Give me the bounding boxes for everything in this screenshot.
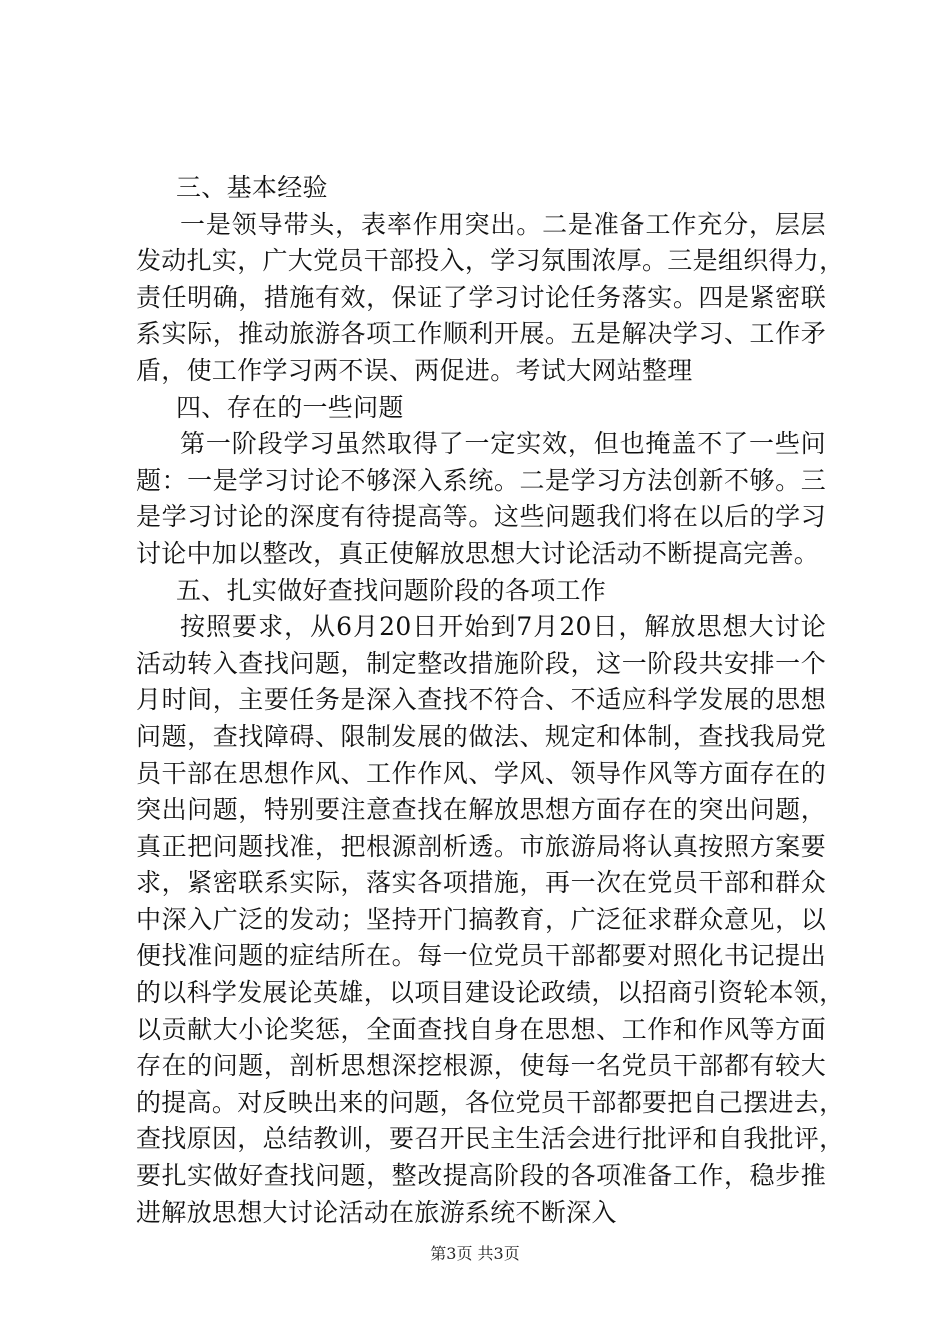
document-body [136, 170, 845, 1231]
paragraph-line: 责任明确，措施有效，保证了学习讨论任务落实。四是紧密联 [136, 282, 826, 312]
paragraph-line: 盾，使工作学习两不误、两促进。考试大网站整理 [136, 355, 693, 385]
page-number-footer: 第3页 共3页 [430, 1244, 520, 1263]
section-heading-basic-experience: 三、基本经验 [176, 173, 328, 202]
paragraph-line: 题：一是学习讨论不够深入系统。二是学习方法创新不够。三 [136, 465, 826, 495]
section-heading-find-problems: 五、扎实做好查找问题阶段的各项工作 [176, 575, 607, 605]
paragraph-line: 是学习讨论的深度有待提高等。这些问题我们将在以后的学习 [136, 502, 826, 532]
paragraph-line: 便找准问题的症结所在。每一位党员干部都要对照化书记提出 [136, 941, 826, 971]
section-heading-existing-problems: 四、存在的一些问题 [176, 392, 404, 422]
paragraph-line: 进解放思想大讨论活动在旅游系统不断深入 [136, 1197, 617, 1227]
paragraph-line: 以贡献大小论奖惩，全面查找自身在思想、工作和作风等方面 [136, 1014, 826, 1044]
paragraph-line: 讨论中加以整改，真正使解放思想大讨论活动不断提高完善。 [136, 538, 820, 568]
paragraph-line: 一是领导带头，表率作用突出。二是准备工作充分，层层 [180, 209, 826, 239]
paragraph-line: 的提高。对反映出来的问题，各位党员干部都要把自己摆进去， [136, 1087, 845, 1117]
paragraph-line: 要扎实做好查找问题，整改提高阶段的各项准备工作，稳步推 [136, 1161, 826, 1191]
paragraph-line: 问题，查找障碍、限制发展的做法、规定和体制，查找我局党 [136, 721, 826, 751]
paragraph-line: 真正把问题找准，把根源剖析透。市旅游局将认真按照方案要 [136, 831, 826, 861]
paragraph-line: 活动转入查找问题，制定整改措施阶段，这一阶段共安排一个 [136, 648, 826, 678]
paragraph-line: 中深入广泛的发动；坚持开门搞教育，广泛征求群众意见，以 [136, 904, 826, 934]
paragraph-line: 存在的问题，剖析思想深挖根源，使每一名党员干部都有较大 [136, 1051, 826, 1081]
paragraph-line: 查找原因，总结教训，要召开民主生活会进行批评和自我批评， [136, 1124, 845, 1154]
paragraph-line: 的以科学发展论英雄，以项目建设论政绩，以招商引资轮本领， [136, 978, 845, 1008]
paragraph-line: 第一阶段学习虽然取得了一定实效，但也掩盖不了一些问 [180, 429, 826, 459]
paragraph-line: 月时间，主要任务是深入查找不符合、不适应科学发展的思想 [136, 685, 826, 715]
paragraph-line: 员干部在思想作风、工作作风、学风、领导作风等方面存在的 [136, 758, 826, 788]
paragraph-line: 突出问题，特别要注意查找在解放思想方面存在的突出问题， [136, 795, 826, 825]
paragraph-line: 按照要求，从6月20日开始到7月20日，解放思想大讨论 [180, 612, 826, 642]
paragraph-line: 系实际，推动旅游各项工作顺利开展。五是解决学习、工作矛 [136, 319, 826, 349]
paragraph-line: 发动扎实，广大党员干部投入，学习氛围浓厚。三是组织得力， [136, 246, 845, 276]
paragraph-line: 求，紧密联系实际，落实各项措施，再一次在党员干部和群众 [136, 868, 826, 898]
